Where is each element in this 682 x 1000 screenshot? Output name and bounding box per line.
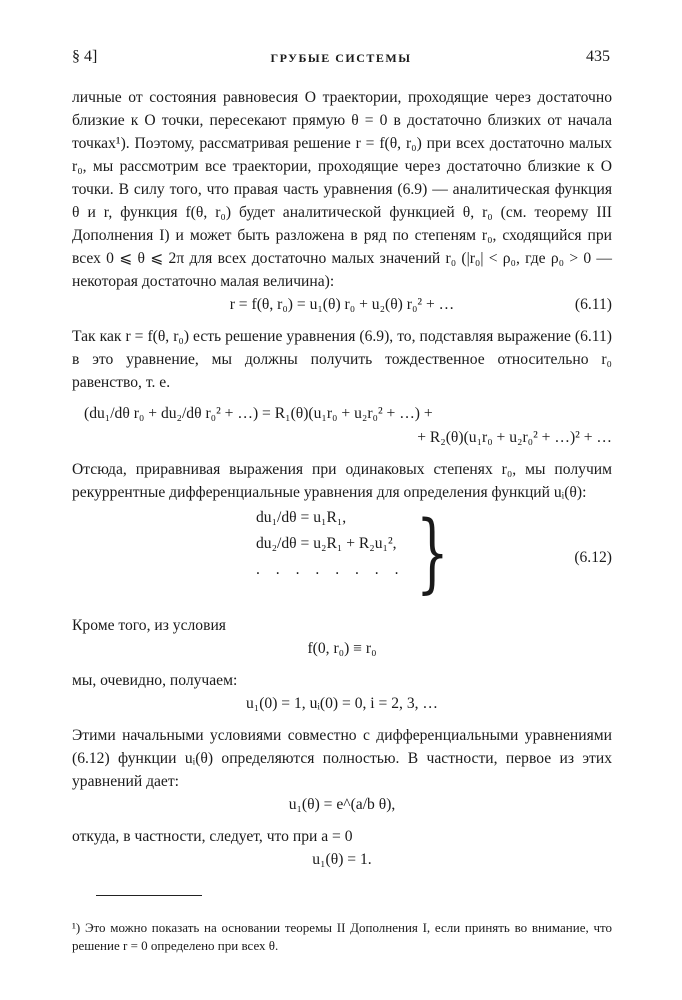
system-equation-1: du₁/dθ = u₁R₁, [256, 509, 347, 526]
paragraph-7: откуда, в частности, следует, что при a = 0 [72, 828, 353, 845]
footnote-rule [96, 895, 202, 896]
equation-substitution-line-1: (du₁/dθ r₀ + du₂/dθ r₀² + …) = R₁(θ)(u₁r₀ + u₂r₀² + …) + [84, 405, 433, 422]
system-ellipsis: . . . . . . . . [256, 561, 405, 578]
paragraph-2: Так как r = f(θ, r₀) есть решение уравнения (6.9), то, подставляя выражение (6.11) в это уравнение, мы должны получить тождественное относительно r₀ равенство, т. е. [72, 328, 612, 391]
equation-u1-solution: u₁(θ) = e^(a/b θ), [288, 796, 396, 813]
page-number: 435 [586, 48, 610, 65]
equation-substitution-line-2: + R₂(θ)(u₁r₀ + u₂r₀² + …)² + … [417, 429, 612, 446]
equation-6-11 [72, 293, 612, 317]
paragraph-4: Кроме того, из условия [72, 617, 226, 634]
right-brace-icon: } [415, 503, 449, 603]
equation-u1-equals-one: u₁(θ) = 1. [312, 851, 372, 868]
equation-system-6-12 [72, 503, 612, 610]
running-title: ГРУБЫЕ СИСТЕМЫ [270, 51, 412, 65]
equation-initial-conditions: u₁(0) = 1, uᵢ(0) = 0, i = 2, 3, … [245, 695, 439, 712]
paragraph-1: личные от состояния равновесия O траектории, проходящие через достаточно близкие к O точки, пересекают прямую θ = 0 в достаточно близких от начала точках¹). Поэтому, рассматривая решение r = f(θ, r₀) при всех достаточно малых r₀, мы рассмотрим все траектории, проходящие через достаточно близкие к O точки. В силу того, что правая часть уравнения (6.9) — аналитическая функция θ и r, функция f(θ, r₀) будет аналитической функцией θ, r₀ (см. теорему III Дополнения I) и может быть разложена в ряд по степеням r₀, сходящийся при всех 0 ⩽ θ ⩽ 2π для всех достаточно малых значений r₀ (|r₀| < ρ₀, где ρ₀ > 0 — некоторая достаточно малая величина): [72, 89, 612, 290]
running-header [72, 48, 610, 72]
section-mark: § 4] [72, 48, 98, 65]
equation-6-11-number: (6.11) [574, 296, 612, 313]
equation-condition: f(0, r₀) ≡ r₀ [307, 640, 377, 657]
paragraph-6: Этими начальными условиями совместно с дифференциальными уравнениями (6.12) функции uᵢ(θ) определяются полностью. В частности, первое из этих уравнений дает: [72, 727, 612, 790]
equation-6-11-formula: r = f(θ, r₀) = u₁(θ) r₀ + u₂(θ) r₀² + … [229, 296, 455, 313]
page-body [72, 86, 612, 872]
equation-6-12-number: (6.12) [574, 549, 612, 566]
paragraph-5: мы, очевидно, получаем: [72, 672, 238, 689]
footnote: ¹) Это можно показать на основании теоремы II Дополнения I, если принять во внимание, что решение r = 0 определено при всех θ. [72, 920, 612, 953]
paragraph-3: Отсюда, приравнивая выражения при одинаковых степенях r₀, мы получим рекуррентные дифференциальные уравнения для определения функций uᵢ(θ): [72, 461, 612, 501]
system-equation-2: du₂/dθ = u₂R₁ + R₂u₁², [256, 535, 397, 552]
